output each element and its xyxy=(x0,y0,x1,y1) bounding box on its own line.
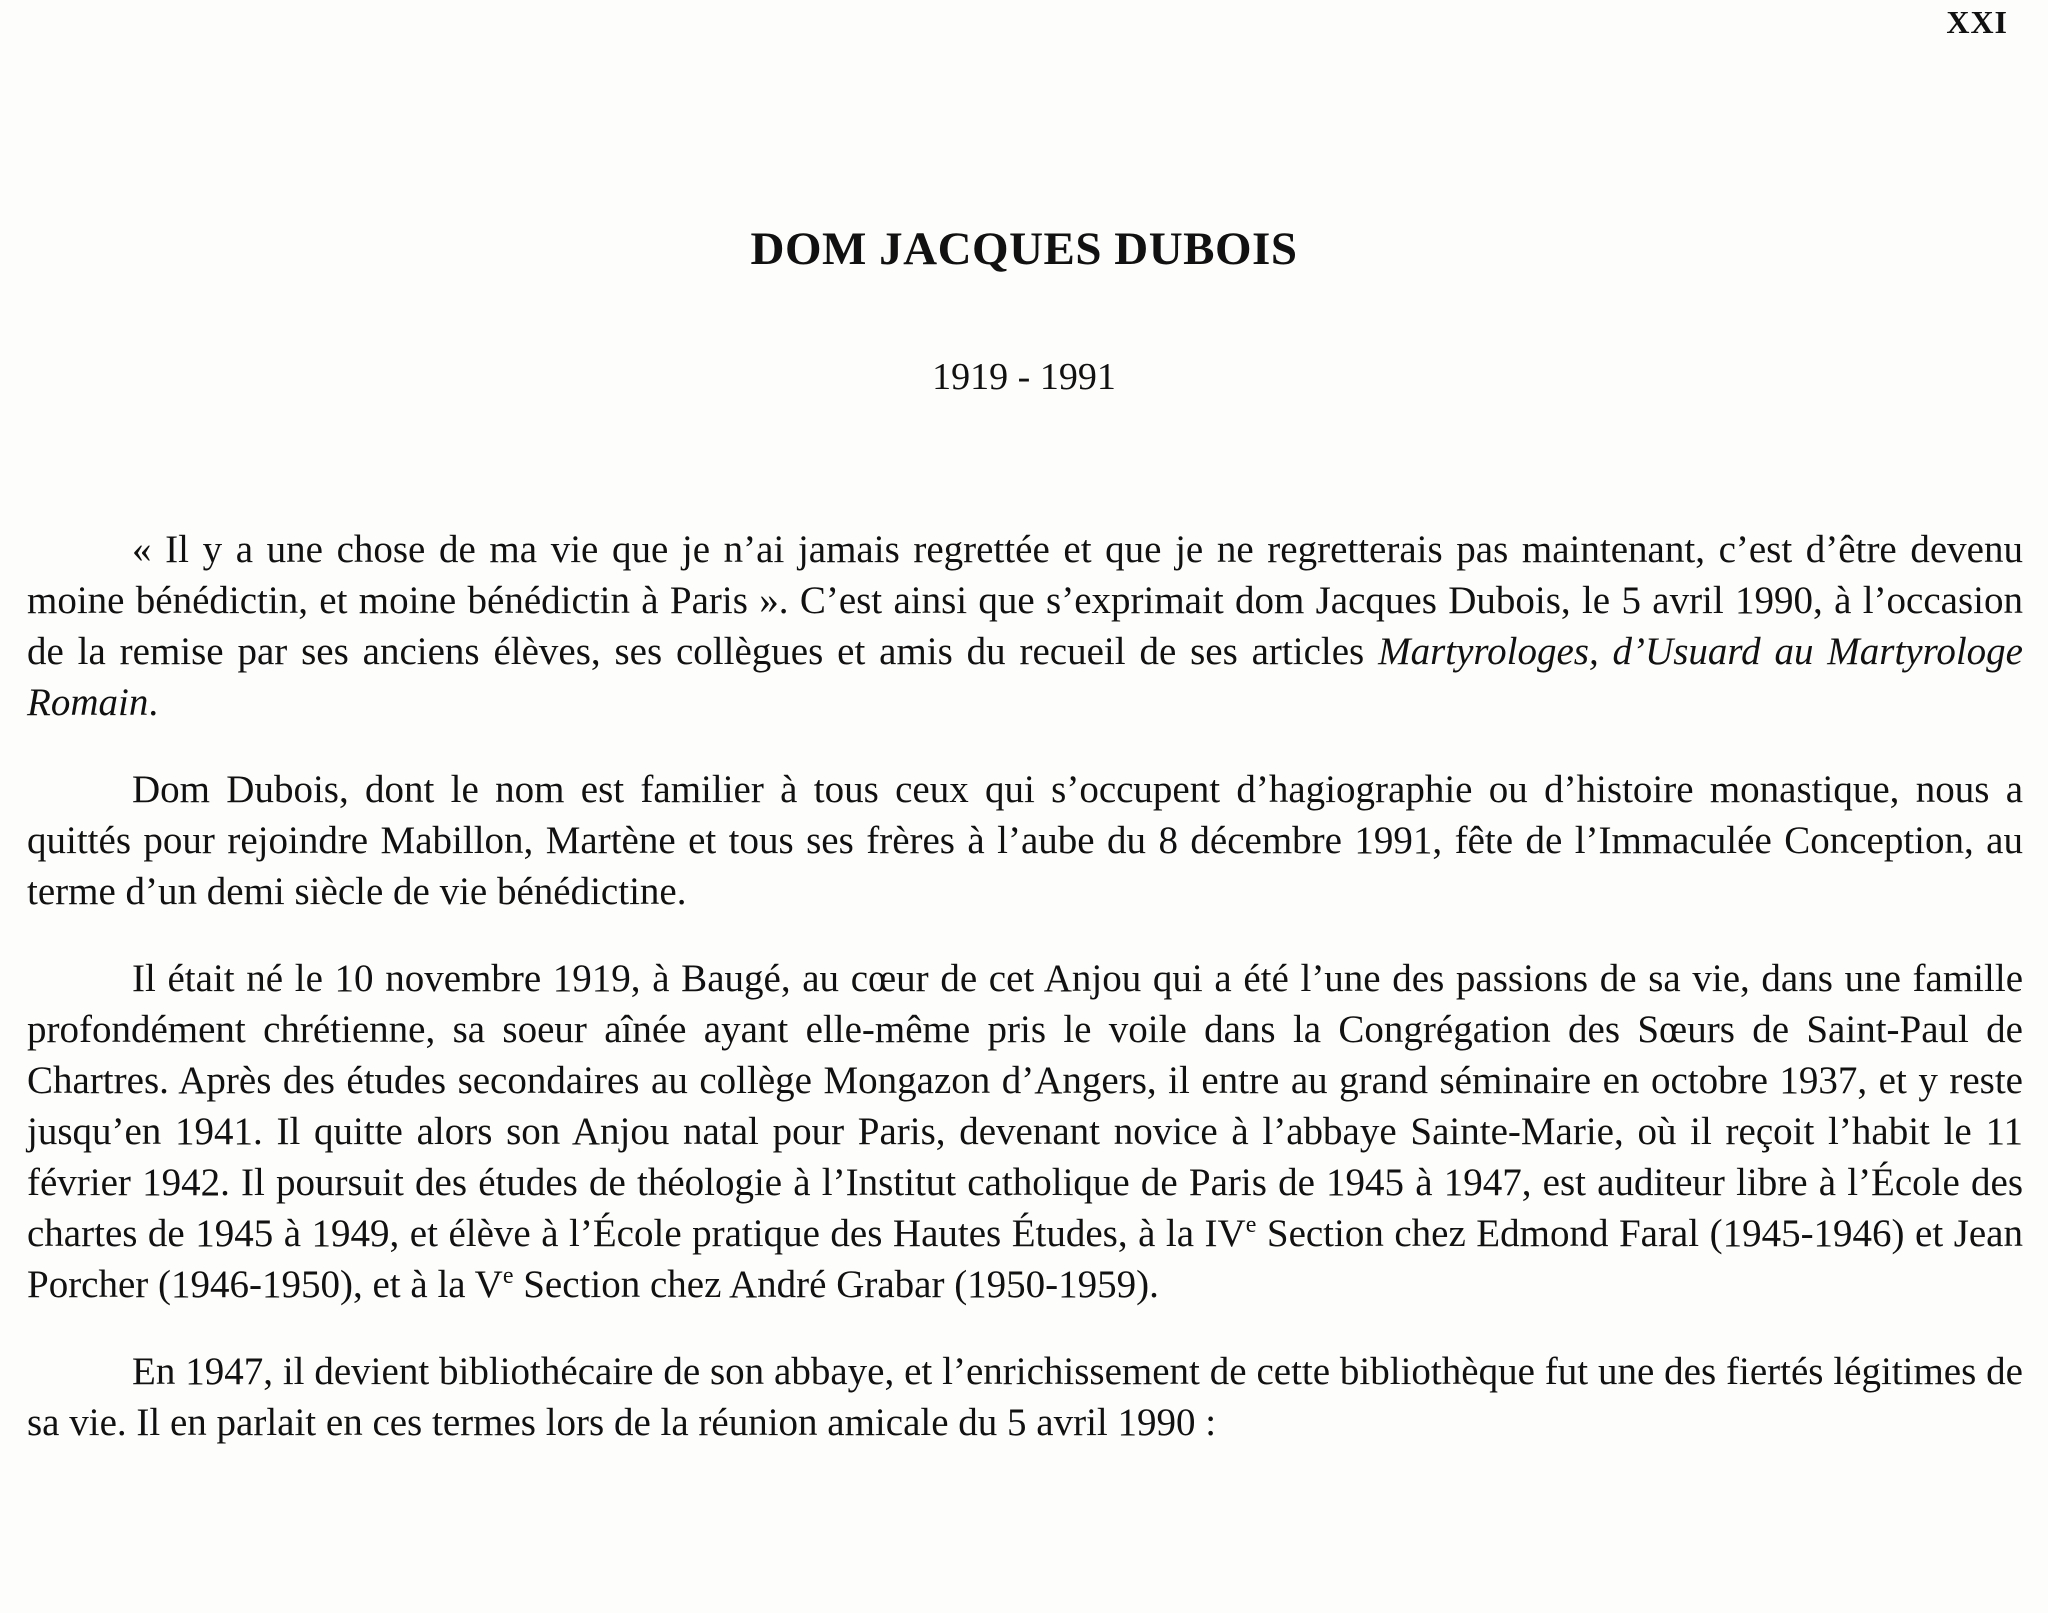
paragraph-4: En 1947, il devient bibliothécaire de son abbaye, et l’enrichissement de cette bibliothèque fut une des fiertés légitimes de sa vie. Il en parlait en ces termes lors de la réunion amicale du 5 avril 1990 : xyxy=(27,1350,2023,1444)
paragraph-3-part-3: Section chez André Grabar (1950-1959). xyxy=(513,1263,1159,1306)
paragraph-1-text: « Il y a une chose de ma vie que je n’ai jamais regrettée et que je ne regretterais pas maintenant, c’est d’être devenu moine bénédictin, et moine bénédictin à Paris ». C’est ainsi que s’exprimait dom Jacques Dubois, le 5 avril 1990, à l’occasion de la remise par ses anciens élèves, ses collègues et amis du recueil de ses articles xyxy=(27,528,2023,673)
superscript-e-1: e xyxy=(1245,1212,1257,1238)
paragraph-1 xyxy=(27,524,2023,728)
life-dates: 1919 - 1991 xyxy=(932,356,1116,398)
body-text xyxy=(27,524,2023,1448)
book-title-italic: Martyrologes, d’Usuard au Martyrologe Romain xyxy=(27,630,2023,724)
paragraph-3-part-2: Section chez Edmond Faral (1945-1946) et Jean Porcher (1946-1950), et à la V xyxy=(27,1212,2023,1306)
page-title: DOM JACQUES DUBOIS xyxy=(750,223,1298,275)
page-number: XXI xyxy=(1946,4,2008,40)
superscript-e-2: e xyxy=(502,1263,514,1289)
paragraph-3-part-1: Il était né le 10 novembre 1919, à Baugé, au cœur de cet Anjou qui a été l’une des passions de sa vie, dans une famille profondément chrétienne, sa soeur aînée ayant elle-même pris le voile dans la Congrégation des Sœurs de Saint-Paul de Chartres. Après des études secondaires au collège Mongazon d’Angers, il entre au grand séminaire en octobre 1937, et y reste jusqu’en 1941. Il quitte alors son Anjou natal pour Paris, devenant novice à l’abbaye Sainte-Marie, où il reçoit l’habit le 11 février 1942. Il poursuit des études de théologie à l’Institut catholique de Paris de 1945 à 1947, est auditeur libre à l’École des chartes de 1945 à 1949, et élève à l’École pratique des Hautes Études, à la IV xyxy=(27,957,2023,1255)
paragraph-3 xyxy=(27,953,2023,1310)
paragraph-1-end: . xyxy=(148,681,159,724)
paragraph-2: Dom Dubois, dont le nom est familier à tous ceux qui s’occupent d’hagiographie ou d’histoire monastique, nous a quittés pour rejoindre Mabillon, Martène et tous ses frères à l’aube du 8 décembre 1991, fête de l’Immaculée Conception, au terme d’un demi siècle de vie bénédictine. xyxy=(27,768,2023,913)
